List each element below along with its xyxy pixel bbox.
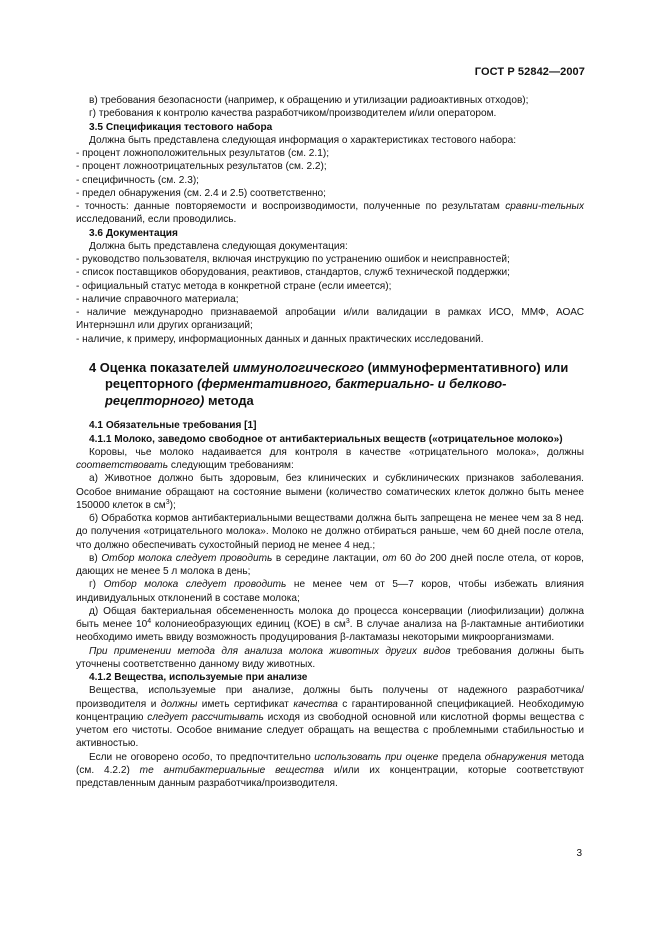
paragraph: д) Общая бактериальная обсемененность молока до процесса консервации (лиофилизации) должна быть менее $10^4$ колониеобразующих единиц (КОЕ) в $см^3$. В случае анализа на β-лактамные антибиотики необходимо иметь ввиду возможность продуцирования β-лактамазы некоторыми микроорганизмами. — [76, 605, 585, 644]
paragraph: При применении метода для анализа молока животных других видов требования должны быть уточнены соответственно данному виду животных. — [76, 645, 584, 670]
list-item: - предел обнаружения (см. 2.4 и 2.5) соответственно; — [76, 187, 326, 199]
section-heading-4-1-1: 4.1.1 Молоко, заведомо свободное от антибактериальных веществ («отрицательное молоко») — [89, 433, 563, 445]
list-item: - процент ложноположительных результатов (см. 2.1); — [76, 148, 330, 159]
paragraph: б) Обработка кормов антибактериальными веществами должна быть запрещена не менее чем за 8 нед. до получения «отрицательного молока». Молоко не должно отбираться раньше, чем 60 дней после отела, что должно обеспечивать сухостойный период не менее 4 нед.; — [76, 513, 584, 551]
paragraph: Должна быть представлена следующая документация: — [89, 240, 348, 252]
paragraph: Коровы, чье молоко надаивается для контроля в качестве «отрицательного молока», должны соответствовать следующим требованиям: — [76, 446, 584, 471]
list-item: - официальный статус метода в конкретной стране (если имеется); — [76, 280, 392, 292]
list-item: - наличие, к примеру, информационных данных и данных практических исследований. — [76, 333, 484, 345]
paragraph: в) Отбор молока следует проводить в середине лактации, от 60 до 200 дней после отела, от коров, дающих не менее 5 л молока в день; — [76, 552, 584, 577]
list-item: - список поставщиков оборудования, реактивов, стандартов, служб технической поддержки; — [76, 267, 510, 279]
section-heading-3-6: 3.6 Документация — [89, 227, 178, 239]
list-item: - наличие справочного материала; — [76, 293, 239, 305]
list-item: в) требования безопасности (например, к обращению и утилизации радиоактивных отходов); — [89, 95, 529, 106]
list-item: - точность: данные повторяемости и воспроизводимости, полученные по результатам сравни-тельных исследований, если проводились. — [76, 201, 584, 226]
paragraph: г) Отбор молока следует проводить не менее чем от 5—7 коров, чтобы избежать влияния индивидуальных отклонений в составе молока; — [76, 579, 584, 604]
paragraph: Если не оговорено особо, то предпочтительно использовать при оценке предела обнаружения метода (см. 4.2.2) те антибактериальные вещества и/или их концентрации, которые соответствуют представленным данным разработчика/производителя. — [76, 751, 584, 789]
list-item: г) требования к контролю качества разработчиком/производителем и/или оператором. — [89, 108, 497, 120]
document-header: ГОСТ Р 52842—2007 — [474, 66, 585, 78]
document-body — [76, 94, 584, 790]
list-item: - руководство пользователя, включая инструкцию по устранению ошибок и неисправностей; — [76, 254, 510, 265]
page-number: 3 — [576, 848, 582, 859]
list-item: - специфичность (см. 2.3); — [76, 174, 199, 186]
section-heading-4-1-2: 4.1.2 Вещества, используемые при анализе — [89, 672, 308, 683]
paragraph: Вещества, используемые при анализе, должны быть получены от надежного разработчика/производителя и должны иметь сертификат качества с гарантированной спецификацией. Необходимую концентрацию следует рассчитывать исходя из свободной основной или кислотной формы вещества с учетом его чистоты. Особое внимание следует обращать на вещества с проблемными стабильностью и активностью. — [76, 685, 584, 750]
paragraph: а) Животное должно быть здоровым, без клинических и субклинических признаков заболевания. Особое внимание обращают на состояние вымени (количество соматических клеток должно быть менее 150000 клеток в $см^3$); — [76, 473, 584, 511]
section-heading-4: 4 Оценка показателей иммунологического (иммуноферментативного) или рецепторного (ферментативного, бактериально- и белково-рецепторного) метода — [89, 359, 569, 408]
list-item: - наличие международно признаваемой апробации и/или валидации в рамках ИСО, ММФ, АОАС Интернэшнл или других организаций; — [76, 307, 584, 332]
list-item: - процент ложноотрицательных результатов (см. 2.2); — [76, 161, 327, 173]
section-heading-3-5: 3.5 Спецификация тестового набора — [89, 121, 273, 133]
paragraph: Должна быть представлена следующая информация о характеристиках тестового набора: — [89, 134, 517, 146]
section-heading-4-1: 4.1 Обязательные требования [1] — [89, 420, 257, 432]
